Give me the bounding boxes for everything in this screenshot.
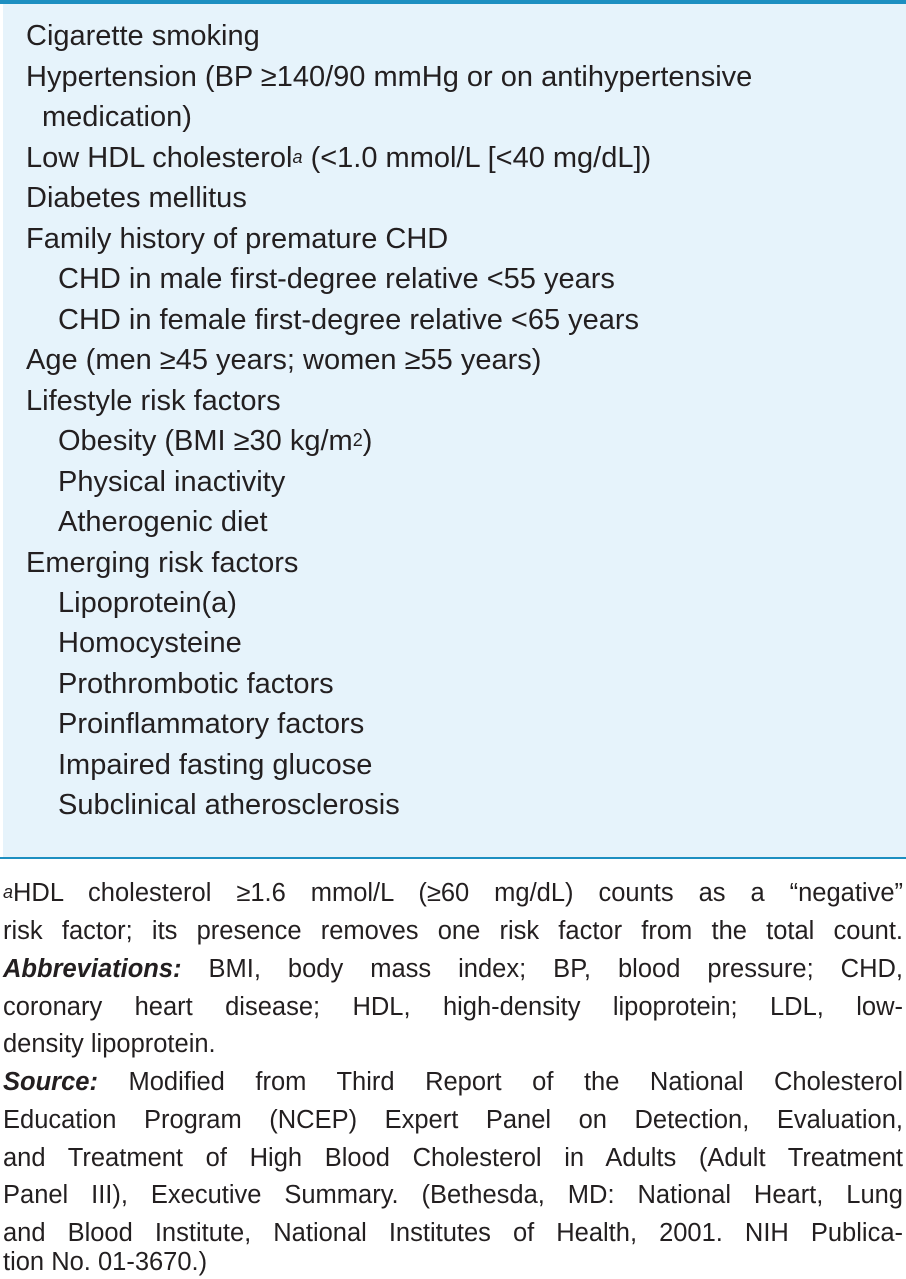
risk-factor-item: Family history of premature CHD: [26, 223, 449, 255]
source-line: and Treatment of High Blood Cholesterol in Adults (Adult Treatment: [3, 1144, 903, 1172]
risk-factor-item: Hypertension (BP ≥140/90 mmHg or on antihypertensive: [26, 61, 753, 93]
source-label: Source:: [3, 1068, 98, 1096]
footnote-text: HDL cholesterol ≥1.6 mmol/L (≥60 mg/dL) counts as a “negative”: [13, 879, 903, 907]
source-line: and Blood Institute, National Institutes of Health, 2001. NIH Publica-: [3, 1219, 903, 1247]
risk-factor-item: Lifestyle risk factors: [26, 385, 281, 417]
risk-factor-subitem: Impaired fasting glucose: [58, 749, 373, 781]
source-text: Modified from Third Report of the National Cholesterol: [97, 1068, 903, 1096]
footnote-marker: a: [3, 882, 14, 902]
risk-factor-item: Age (men ≥45 years; women ≥55 years): [26, 344, 542, 376]
footnote-line: [3, 878, 903, 909]
abbreviations-line: coronary heart disease; HDL, high-density lipoprotein; LDL, low-: [3, 993, 903, 1021]
table-bottom-rule: [0, 857, 906, 859]
risk-factor-subitem: Physical inactivity: [58, 466, 286, 498]
source-line: Panel III), Executive Summary. (Bethesda, MD: National Heart, Lung: [3, 1181, 903, 1209]
risk-factor-item: [26, 138, 651, 178]
risk-factor-subitem: Prothrombotic factors: [58, 668, 334, 700]
risk-factor-subitem: CHD in male first-degree relative <55 years: [58, 263, 615, 295]
risk-factor-subitem: Lipoprotein(a): [58, 587, 237, 619]
risk-factor-item-continued: medication): [42, 101, 192, 133]
source-line: Education Program (NCEP) Expert Panel on Detection, Evaluation,: [3, 1106, 903, 1134]
risk-factor-subitem: Homocysteine: [58, 627, 242, 659]
source-line: [3, 1067, 903, 1098]
risk-factor-subitem: CHD in female first-degree relative <65 years: [58, 304, 640, 336]
risk-factor-subitem: Subclinical atherosclerosis: [58, 789, 400, 821]
abbreviations-label: Abbreviations:: [3, 955, 182, 983]
risk-factor-subitem: Proinflammatory factors: [58, 708, 365, 740]
abbreviations-line: [3, 954, 903, 985]
risk-factor-item: Emerging risk factors: [26, 547, 299, 579]
abbreviations-line: density lipoprotein.: [3, 1030, 216, 1058]
item-text: Obesity (BMI ≥30 kg/m: [58, 425, 353, 457]
item-text: (<1.0 mmol/L [<40 mg/dL]): [302, 142, 652, 174]
risk-factor-item: Cigarette smoking: [26, 20, 260, 52]
item-text: ): [362, 425, 373, 457]
item-text: Low HDL cholesterol: [26, 142, 293, 174]
footnote-line: risk factor; its presence removes one risk factor from the total count.: [3, 917, 903, 945]
risk-factor-item: Diabetes mellitus: [26, 182, 247, 214]
footnote-marker: a: [292, 147, 303, 167]
risk-factor-subitem: [58, 421, 372, 461]
source-line: tion No. 01-3670.): [3, 1248, 208, 1276]
abbreviations-text: BMI, body mass index; BP, blood pressure; CHD,: [181, 955, 903, 983]
risk-factor-subitem: Atherogenic diet: [58, 506, 268, 538]
superscript-2: 2: [352, 430, 363, 450]
